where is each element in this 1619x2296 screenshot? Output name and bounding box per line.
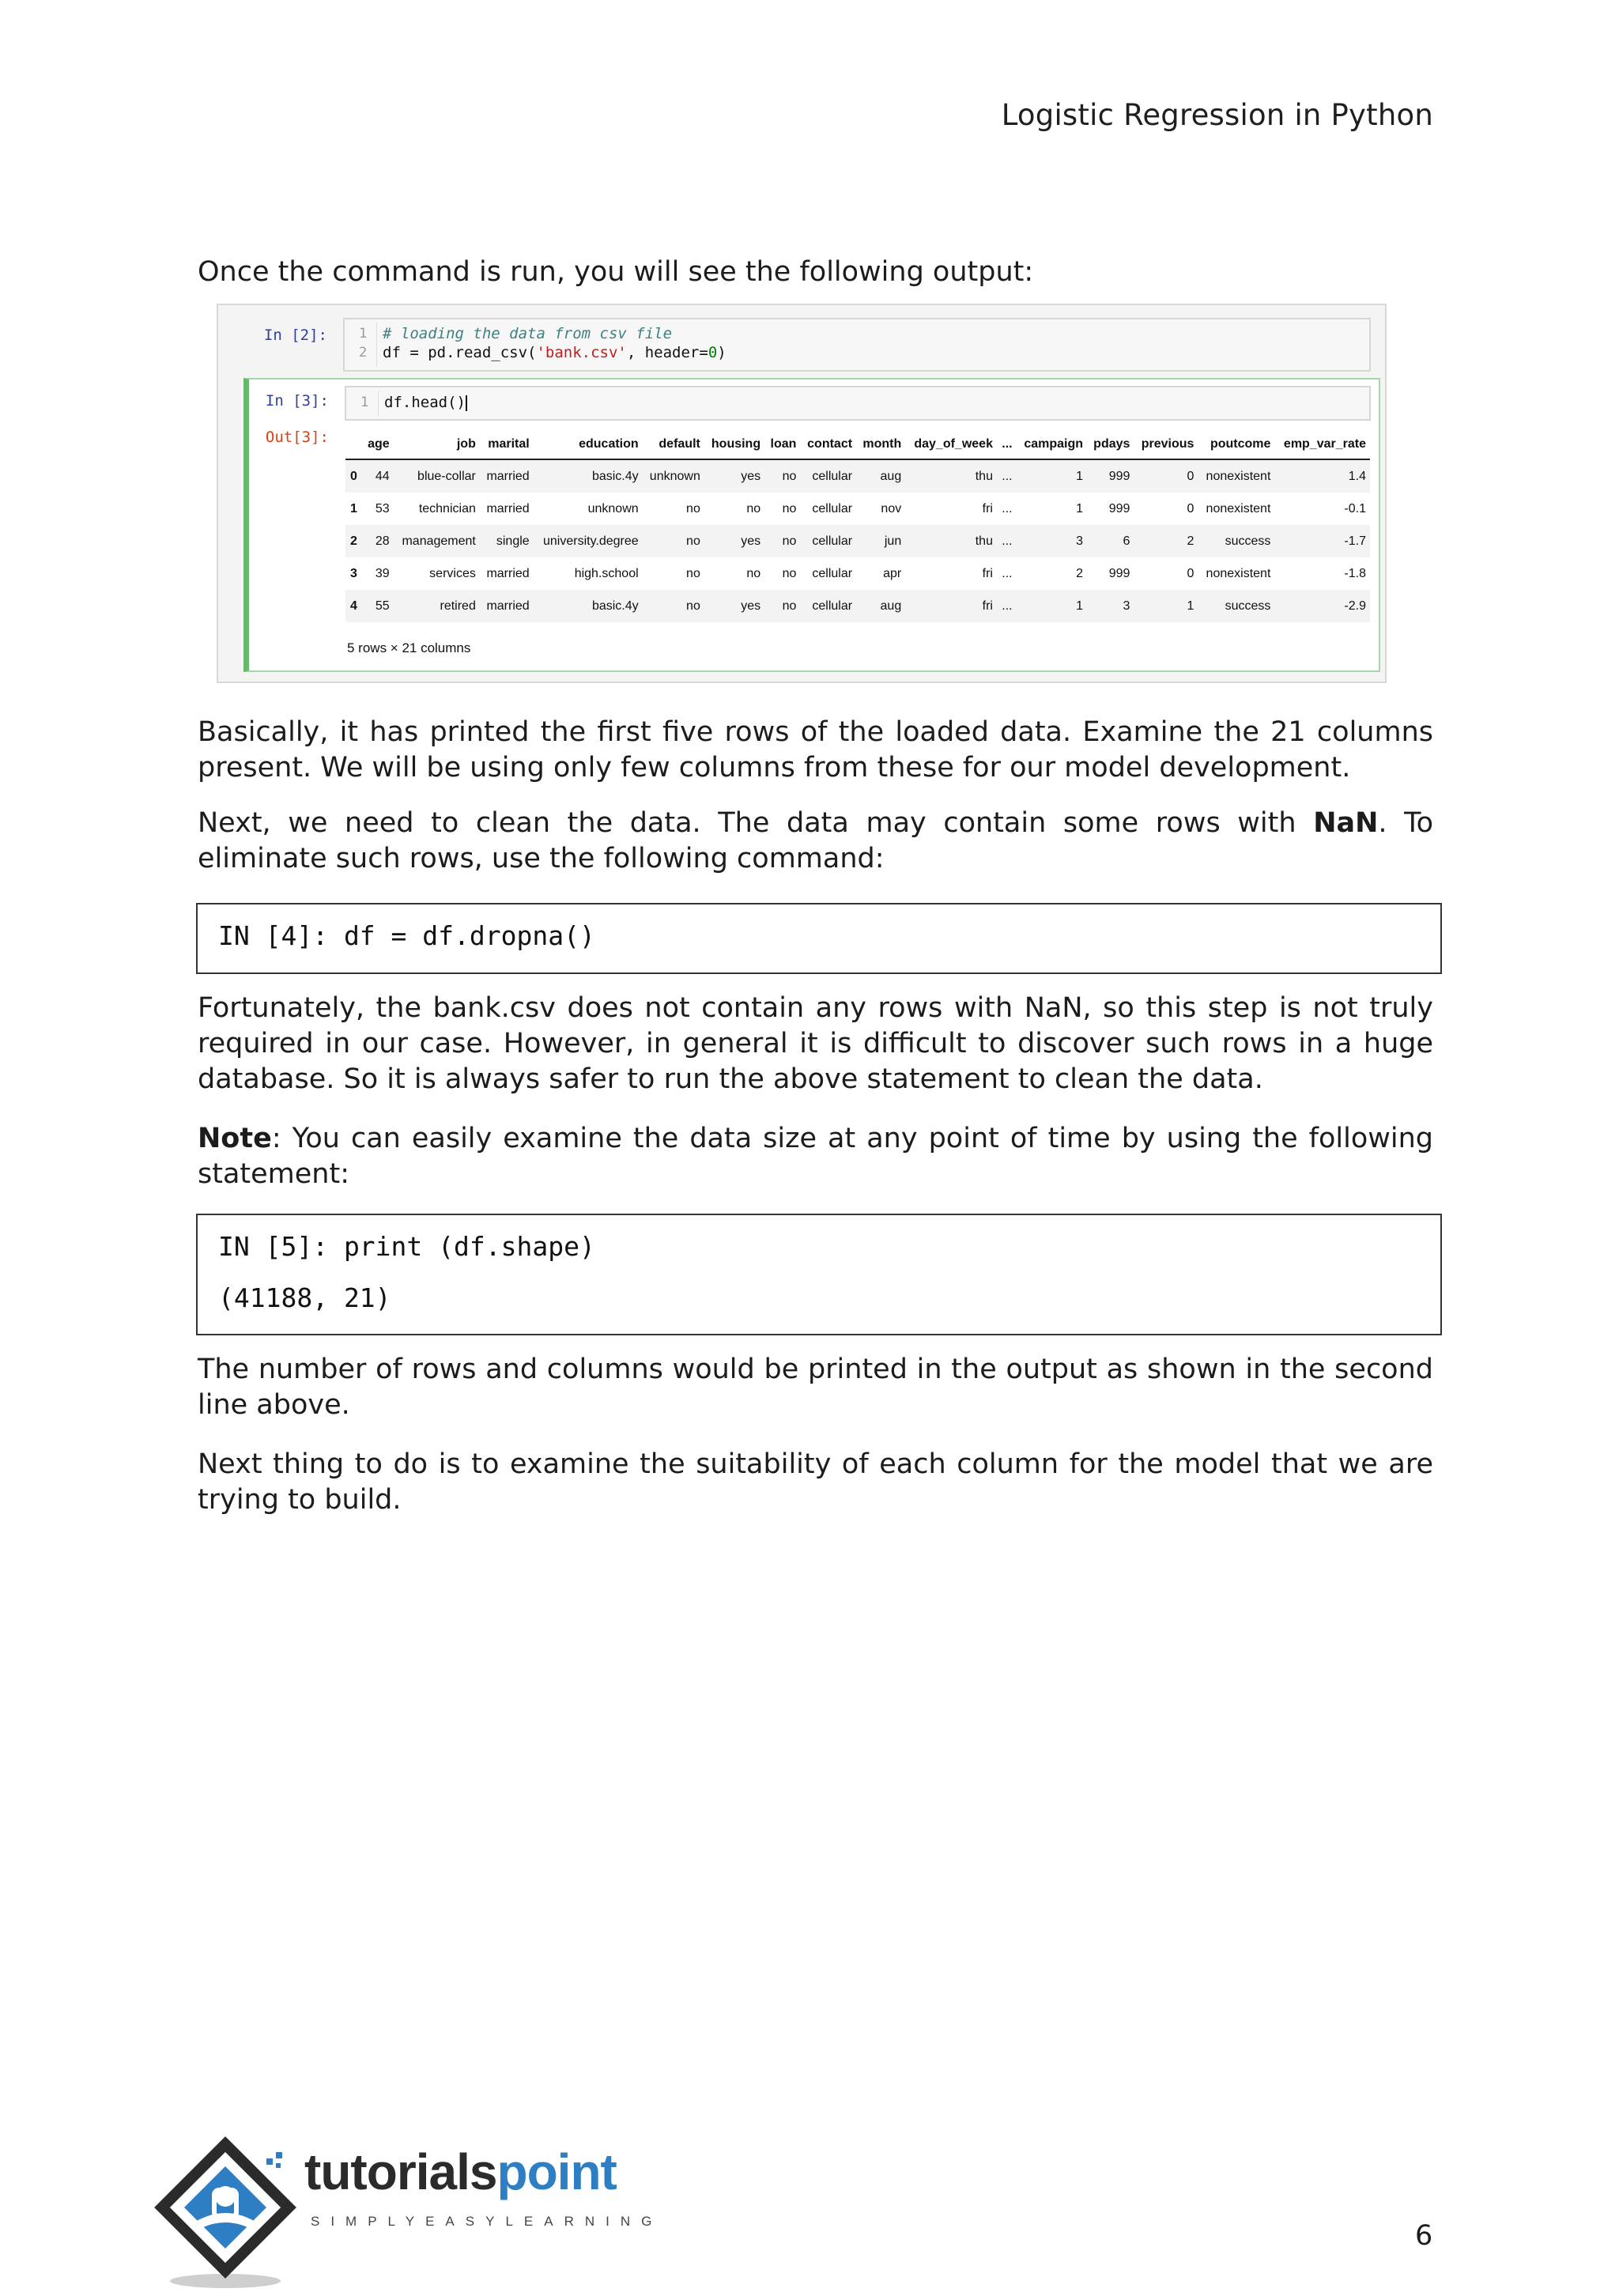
table-cell: cellular bbox=[800, 590, 856, 622]
table-row bbox=[345, 525, 1370, 557]
code-cell-3[interactable] bbox=[345, 386, 1371, 421]
table-cell: no bbox=[782, 501, 797, 515]
table-row bbox=[345, 590, 1370, 622]
tutorialspoint-logo bbox=[146, 2135, 684, 2293]
table-cell: no bbox=[686, 501, 700, 515]
table-cell: unknown bbox=[587, 501, 639, 515]
column-header: housing bbox=[704, 430, 764, 459]
table-cell: 3 bbox=[1017, 525, 1087, 557]
row-index: 3 bbox=[350, 566, 357, 580]
code-comment: # loading the data from csv file bbox=[383, 325, 673, 342]
table-cell: 44 bbox=[362, 459, 394, 493]
table-cell: basic.4y bbox=[534, 459, 643, 493]
table-cell: 999 bbox=[1108, 501, 1130, 515]
table-cell: 0 bbox=[1187, 566, 1194, 580]
column-header: contact bbox=[800, 430, 856, 459]
paragraph-clean-data: Next, we need to clean the data. The data may contain some rows with NaN. To eliminate such rows, use the following command: bbox=[198, 807, 1433, 874]
cell2-prompt: In [2]: bbox=[263, 327, 327, 344]
table-cell: high.school bbox=[574, 566, 639, 580]
column-header: campaign bbox=[1017, 430, 1087, 459]
table-cell: 55 bbox=[362, 590, 394, 622]
active-cell-3[interactable] bbox=[243, 378, 1380, 672]
table-cell: -2.9 bbox=[1274, 590, 1370, 622]
column-header: day_of_week bbox=[905, 430, 997, 459]
table-cell: -1.7 bbox=[1274, 525, 1370, 557]
table-cell: university.degree bbox=[534, 525, 643, 557]
table-cell: 53 bbox=[375, 501, 390, 515]
table-row bbox=[345, 459, 1370, 493]
table-cell: yes bbox=[704, 459, 764, 493]
table-row bbox=[345, 557, 1370, 590]
code-line: df.head() bbox=[384, 394, 466, 411]
table-cell: unknown bbox=[643, 459, 704, 493]
column-header: education bbox=[534, 430, 643, 459]
table-cell: 0 bbox=[1187, 501, 1194, 515]
table-cell: basic.4y bbox=[534, 590, 643, 622]
table-cell: jun bbox=[856, 525, 905, 557]
code-cell-2 bbox=[343, 318, 1371, 372]
table-cell: thu bbox=[905, 459, 997, 493]
table-cell: cellular bbox=[800, 525, 856, 557]
row-index: 2 bbox=[345, 525, 362, 557]
paragraph-note: Note: You can easily examine the data size at any point of time by using the following statement: bbox=[198, 1123, 1433, 1190]
table-cell: no bbox=[643, 590, 704, 622]
table-cell: married bbox=[486, 566, 530, 580]
table-cell: 2 bbox=[1134, 525, 1198, 557]
table-cell: cellular bbox=[800, 459, 856, 493]
paragraph-next-thing: Next thing to do is to examine the suitability of each column for the model that we are trying to build. bbox=[198, 1448, 1433, 1516]
row-index: 1 bbox=[350, 501, 357, 515]
column-header: job bbox=[394, 430, 480, 459]
page-header-title: Logistic Regression in Python bbox=[1001, 98, 1433, 132]
table-cell: 3 bbox=[1087, 590, 1134, 622]
table-cell: 1 bbox=[1134, 590, 1198, 622]
row-index: 0 bbox=[345, 459, 362, 493]
line-number: 2 bbox=[359, 345, 368, 361]
table-cell: ... bbox=[997, 525, 1017, 557]
table-cell: 1 bbox=[1017, 459, 1087, 493]
column-header: ... bbox=[997, 430, 1017, 459]
table-cell: blue-collar bbox=[394, 459, 480, 493]
out-prompt: Out[3]: bbox=[265, 429, 329, 446]
column-header: pdays bbox=[1087, 430, 1134, 459]
table-cell: 1 bbox=[1076, 501, 1084, 515]
table-cell: 999 bbox=[1087, 459, 1134, 493]
table-cell: success bbox=[1198, 525, 1274, 557]
column-header: default bbox=[643, 430, 704, 459]
code-line: IN [4]: df = df.dropna() bbox=[218, 920, 595, 951]
code-line: IN [5]: print (df.shape) bbox=[218, 1231, 595, 1262]
logo-emblem-icon bbox=[146, 2135, 304, 2293]
table-cell: married bbox=[480, 459, 534, 493]
column-header: marital bbox=[480, 430, 534, 459]
column-header bbox=[345, 430, 362, 459]
intro-paragraph: Once the command is run, you will see the following output: bbox=[198, 256, 1034, 288]
table-cell: ... bbox=[997, 459, 1017, 493]
table-cell: single bbox=[480, 525, 534, 557]
table-cell: ... bbox=[1002, 501, 1013, 515]
table-cell: no bbox=[764, 590, 800, 622]
paragraph-basically: Basically, it has printed the first five rows of the loaded data. Examine the 21 columns present. We will be using only few columns from these for our model development. bbox=[198, 716, 1433, 784]
table-cell: married bbox=[480, 590, 534, 622]
table-cell: no bbox=[764, 459, 800, 493]
table-cell: no bbox=[764, 525, 800, 557]
row-index: 4 bbox=[345, 590, 362, 622]
table-cell: -0.1 bbox=[1344, 501, 1366, 515]
table-cell: nonexistent bbox=[1206, 501, 1271, 515]
table-cell: retired bbox=[394, 590, 480, 622]
table-cell: no bbox=[746, 566, 761, 580]
table-cell: thu bbox=[905, 525, 997, 557]
page-number: 6 bbox=[1415, 2220, 1433, 2252]
table-cell: 28 bbox=[362, 525, 394, 557]
code-block-dropna bbox=[196, 903, 1442, 974]
table-cell: yes bbox=[704, 590, 764, 622]
dataframe-table bbox=[345, 430, 1370, 622]
table-cell: 0 bbox=[1134, 459, 1198, 493]
table-cell: technician bbox=[418, 501, 476, 515]
table-cell: cellular bbox=[812, 501, 853, 515]
code-line: df = pd.read_csv('bank.csv', header=0) bbox=[383, 344, 726, 361]
column-header: loan bbox=[764, 430, 800, 459]
table-cell: 1.4 bbox=[1274, 459, 1370, 493]
table-cell: fri bbox=[905, 590, 997, 622]
table-cell: 999 bbox=[1108, 566, 1130, 580]
code-output-line: (41188, 21) bbox=[218, 1282, 391, 1313]
cell3-prompt: In [3]: bbox=[265, 392, 329, 410]
paragraph-fortunately: Fortunately, the bank.csv does not contain any rows with NaN, so this step is not truly required in our case. However, in general it is difficult to discover such rows in a huge database. So it is always safer to run the above statement to clean the data. bbox=[198, 992, 1433, 1095]
table-cell: fri bbox=[982, 501, 993, 515]
column-header: previous bbox=[1134, 430, 1198, 459]
table-cell: nonexistent bbox=[1198, 459, 1274, 493]
table-cell: success bbox=[1198, 590, 1274, 622]
logo-wordmark: tutorialspoint bbox=[304, 2143, 617, 2200]
table-cell: cellular bbox=[812, 566, 853, 580]
table-cell: no bbox=[643, 525, 704, 557]
line-number: 1 bbox=[360, 395, 369, 410]
column-header: age bbox=[362, 430, 394, 459]
table-cell: aug bbox=[856, 590, 905, 622]
table-cell: aug bbox=[856, 459, 905, 493]
table-cell: no bbox=[746, 501, 761, 515]
table-cell: nonexistent bbox=[1206, 566, 1271, 580]
code-block-shape bbox=[196, 1214, 1442, 1335]
line-number: 1 bbox=[359, 326, 368, 342]
table-cell: 2 bbox=[1076, 566, 1084, 580]
text-cursor bbox=[466, 395, 467, 411]
table-cell: -1.8 bbox=[1344, 566, 1366, 580]
table-cell: nov bbox=[881, 501, 902, 515]
table-cell: yes bbox=[704, 525, 764, 557]
table-cell: married bbox=[486, 501, 530, 515]
table-cell: ... bbox=[1002, 566, 1013, 580]
table-cell: 6 bbox=[1087, 525, 1134, 557]
table-cell: 39 bbox=[375, 566, 390, 580]
column-header: poutcome bbox=[1198, 430, 1274, 459]
paragraph-rows-columns: The number of rows and columns would be printed in the output as shown in the second line above. bbox=[198, 1354, 1433, 1421]
table-row bbox=[345, 493, 1370, 525]
logo-tagline: SIMPLYEASYLEARNING bbox=[311, 2214, 663, 2229]
column-header: month bbox=[856, 430, 905, 459]
table-cell: no bbox=[686, 566, 700, 580]
table-cell: no bbox=[782, 566, 797, 580]
column-header: emp_var_rate bbox=[1274, 430, 1370, 459]
table-cell: management bbox=[394, 525, 480, 557]
table-cell: ... bbox=[997, 590, 1017, 622]
table-cell: apr bbox=[883, 566, 902, 580]
table-cell: fri bbox=[982, 566, 993, 580]
dataframe-shape-footer: 5 rows × 21 columns bbox=[347, 640, 471, 655]
table-cell: services bbox=[429, 566, 476, 580]
table-cell: 1 bbox=[1017, 590, 1087, 622]
notebook-screenshot bbox=[217, 304, 1387, 683]
